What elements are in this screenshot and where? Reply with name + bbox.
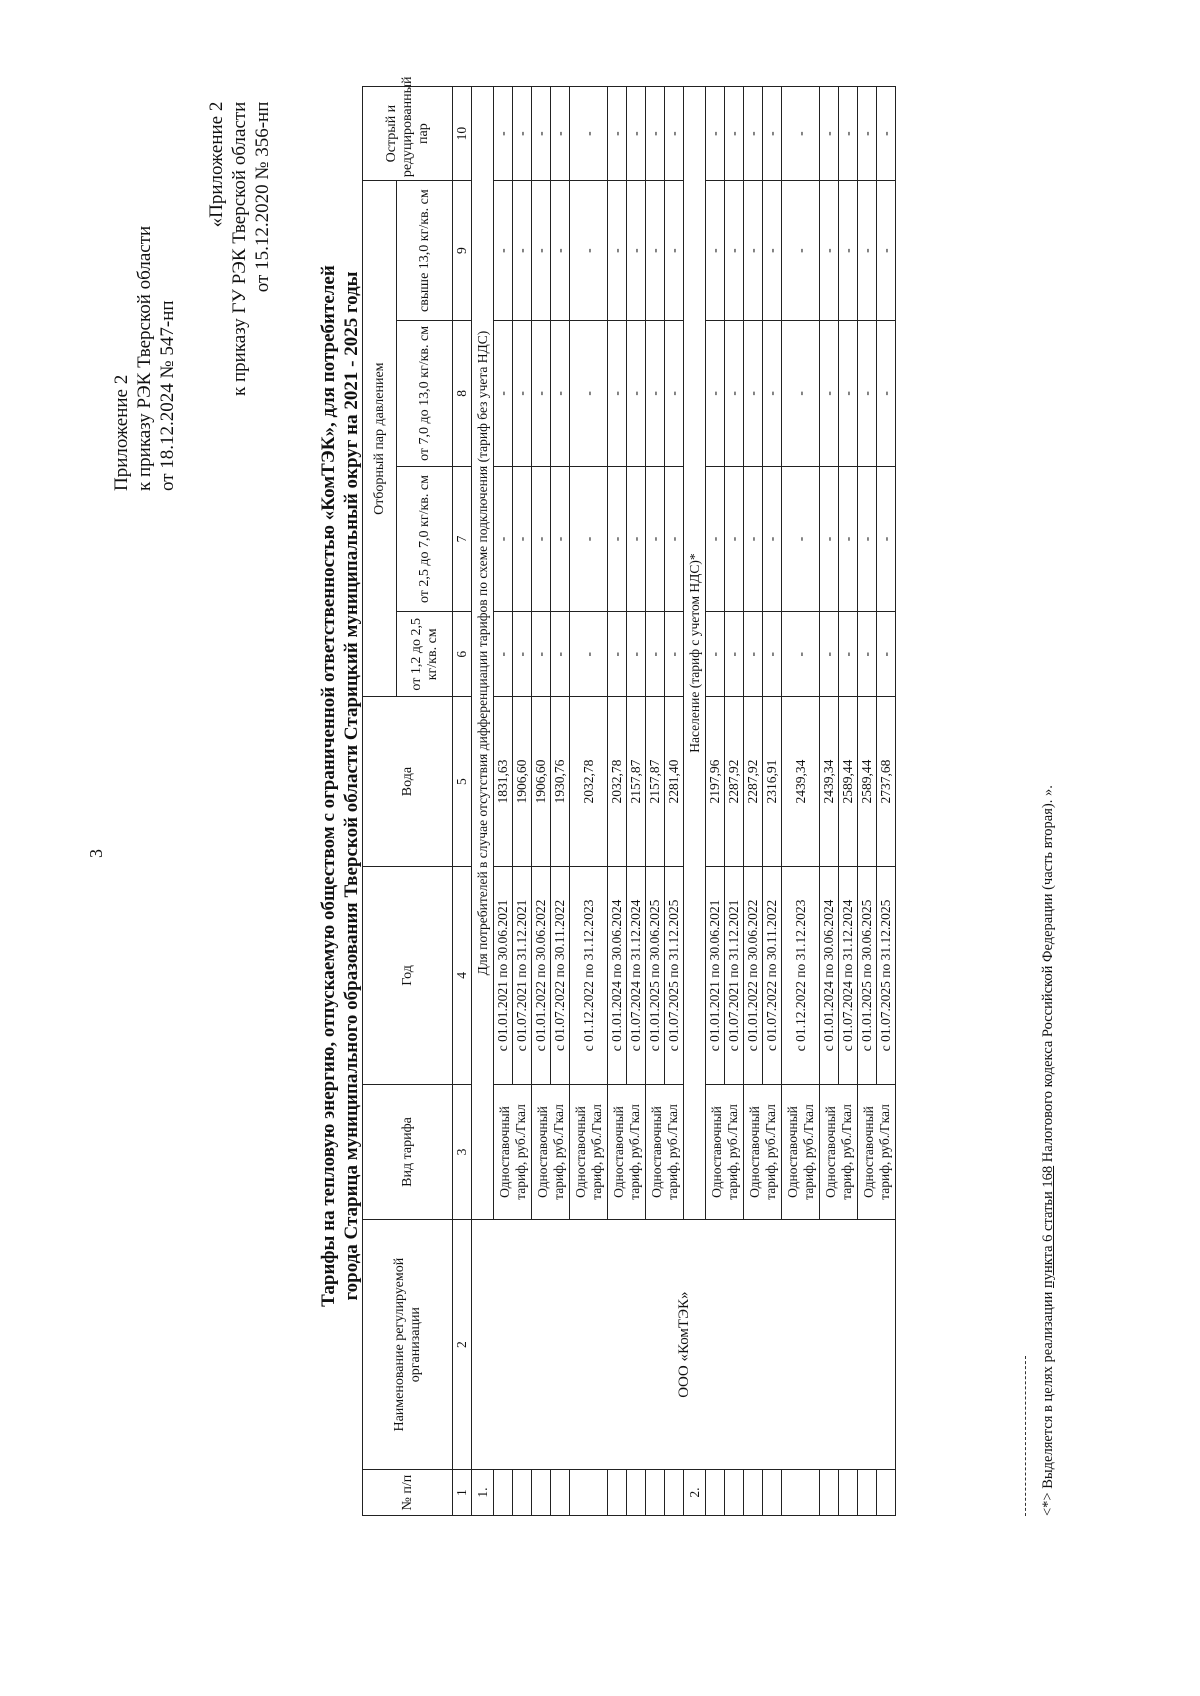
empty-value-cell: - [725,612,744,697]
empty-value-cell: - [513,87,532,181]
water-tariff-cell: 2281,40 [665,697,684,867]
empty-value-cell: - [646,466,665,612]
empty-value-cell: - [665,612,684,697]
column-index: 5 [453,697,472,867]
organization-name: ООО «КомТЭК» [472,1220,896,1470]
empty-value-cell: - [665,321,684,467]
water-tariff-cell: 2157,87 [646,697,665,867]
footnote-text-2: Налогового кодекса Российской Федерации (часть вторая). ». [1040,785,1056,1166]
column-index: 3 [453,1084,472,1219]
empty-value-cell: - [744,612,763,697]
period-cell: с 01.01.2024 по 30.06.2024 [608,866,627,1084]
row-num-cell [820,1470,839,1516]
empty-value-cell: - [744,321,763,467]
water-tariff-cell: 2032,78 [570,697,608,867]
footnote [1040,785,1057,1516]
tariff-type-cell: Одноставочный тариф, руб./Гкал [858,1084,896,1219]
empty-value-cell: - [839,87,858,181]
header-steam-group: Отборный пар давлением [363,181,397,697]
period-cell: с 01.07.2022 по 30.11.2022 [763,866,782,1084]
tariff-type-cell: Одноставочный тариф, руб./Гкал [706,1084,744,1219]
appendix-line-2: к приказу РЭК Тверской области [134,225,155,491]
period-cell: с 01.07.2024 по 31.12.2024 [627,866,646,1084]
column-index: 6 [453,612,472,697]
empty-value-cell: - [570,466,608,612]
empty-value-cell: - [551,466,570,612]
empty-value-cell: - [494,181,513,321]
appendix-line-1: Приложение 2 [111,374,132,491]
empty-value-cell: - [551,321,570,467]
title-line-2: города Старица муниципального образования Тверской области Старицкий муниципальный округ на 2021 - 2025 годы [341,271,362,1301]
row-num-cell [494,1470,513,1516]
water-tariff-cell: 2439,34 [782,697,820,867]
row-num-cell [513,1470,532,1516]
tariff-type-cell: Одноставочный тариф, руб./Гкал [820,1084,858,1219]
row-num-cell [858,1470,877,1516]
old-appendix-line-3: от 15.12.2020 № 356-нп [252,101,273,293]
empty-value-cell: - [551,181,570,321]
water-tariff-cell: 1906,60 [532,697,551,867]
row-num-cell [627,1470,646,1516]
water-tariff-cell: 1906,60 [513,697,532,867]
appendix-header [110,226,179,491]
empty-value-cell: - [513,321,532,467]
empty-value-cell: - [646,87,665,181]
header-pressure-1: от 1,2 до 2,5 кг/кв. см [397,612,453,697]
section-label: Для потребителей в случае отсутствия дифференциации тарифов по схеме подключения (тариф без учета НДС) [472,87,494,1220]
empty-value-cell: - [763,87,782,181]
empty-value-cell: - [744,181,763,321]
empty-value-cell: - [820,87,839,181]
empty-value-cell: - [494,466,513,612]
header-pressure-3: от 7,0 до 13,0 кг/кв. см [397,321,453,467]
empty-value-cell: - [820,181,839,321]
empty-value-cell: - [744,466,763,612]
tariff-table [362,76,896,1516]
empty-value-cell: - [551,87,570,181]
header-water: Вода [363,697,453,867]
empty-value-cell: - [551,612,570,697]
section-header-row [472,87,494,1516]
empty-value-cell: - [532,321,551,467]
row-num-cell [763,1470,782,1516]
water-tariff-cell: 2316,91 [763,697,782,867]
empty-value-cell: - [725,181,744,321]
empty-value-cell: - [839,466,858,612]
tariff-type-cell: Одноставочный тариф, руб./Гкал [494,1084,532,1219]
period-cell: с 01.01.2021 по 30.06.2021 [706,866,725,1084]
empty-value-cell: - [820,612,839,697]
row-num-cell [570,1470,608,1516]
header-sharp-steam: Острый и редуцированный пар [363,87,453,181]
empty-value-cell: - [494,612,513,697]
empty-value-cell: - [608,612,627,697]
empty-value-cell: - [627,181,646,321]
row-num-cell [744,1470,763,1516]
tariff-type-cell: Одноставочный тариф, руб./Гкал [744,1084,782,1219]
water-tariff-cell: 2589,44 [858,697,877,867]
empty-value-cell: - [820,466,839,612]
empty-value-cell: - [782,466,820,612]
empty-value-cell: - [763,321,782,467]
row-num-cell [877,1470,896,1516]
tariff-type-cell: Одноставочный тариф, руб./Гкал [646,1084,684,1219]
section-number: 1. [472,1470,494,1516]
empty-value-cell: - [782,321,820,467]
document-title [317,106,363,1466]
empty-value-cell: - [646,612,665,697]
empty-value-cell: - [627,321,646,467]
column-index-row [453,87,472,1516]
empty-value-cell: - [646,321,665,467]
empty-value-cell: - [706,87,725,181]
period-cell: с 01.07.2022 по 30.11.2022 [551,866,570,1084]
period-cell: с 01.07.2025 по 31.12.2025 [665,866,684,1084]
period-cell: с 01.07.2025 по 31.12.2025 [877,866,896,1084]
section-label: Население (тариф с учетом НДС)* [684,87,706,1220]
column-index: 9 [453,181,472,321]
empty-value-cell: - [725,87,744,181]
empty-value-cell: - [877,321,896,467]
header-tariff-type: Вид тарифа [363,1084,453,1219]
empty-value-cell: - [706,181,725,321]
empty-value-cell: - [725,466,744,612]
period-cell: с 01.07.2021 по 31.12.2021 [513,866,532,1084]
header-year: Год [363,866,453,1084]
empty-value-cell: - [839,181,858,321]
header-pressure-4: свыше 13,0 кг/кв. см [397,181,453,321]
empty-value-cell: - [858,466,877,612]
tariff-type-cell: Одноставочный тариф, руб./Гкал [532,1084,570,1219]
empty-value-cell: - [494,87,513,181]
tariff-type-cell: Одноставочный тариф, руб./Гкал [608,1084,646,1219]
row-num-cell [839,1470,858,1516]
empty-value-cell: - [513,612,532,697]
column-index: 8 [453,321,472,467]
empty-value-cell: - [608,321,627,467]
tariff-type-cell: Одноставочный тариф, руб./Гкал [782,1084,820,1219]
empty-value-cell: - [858,612,877,697]
empty-value-cell: - [782,181,820,321]
empty-value-cell: - [706,466,725,612]
empty-value-cell: - [608,466,627,612]
section-number: 2. [684,1470,706,1516]
water-tariff-cell: 2157,87 [627,697,646,867]
footnote-text-1: <*> Выделяется в целях реализации [1040,1288,1056,1516]
period-cell: с 01.01.2025 по 30.06.2025 [646,866,665,1084]
empty-value-cell: - [646,181,665,321]
footnote-link[interactable]: пункта 6 статьи 168 [1040,1165,1056,1289]
column-index: 10 [453,87,472,181]
empty-value-cell: - [820,321,839,467]
empty-value-cell: - [627,466,646,612]
header-num: № п/п [363,1470,453,1516]
page-number: 3 [86,849,106,858]
period-cell: с 01.07.2021 по 31.12.2021 [725,866,744,1084]
empty-value-cell: - [839,612,858,697]
period-cell: с 01.01.2024 по 30.06.2024 [820,866,839,1084]
water-tariff-cell: 1930,76 [551,697,570,867]
empty-value-cell: - [763,181,782,321]
period-cell: с 01.12.2022 по 31.12.2023 [782,866,820,1084]
column-index: 2 [453,1220,472,1470]
empty-value-cell: - [665,87,684,181]
empty-value-cell: - [570,321,608,467]
title-line-1: Тарифы на тепловую энергию, отпускаемую обществом с ограниченной ответственностью «КомТЭК», для потребителей [318,265,339,1307]
empty-value-cell: - [877,181,896,321]
empty-value-cell: - [513,181,532,321]
empty-value-cell: - [782,612,820,697]
empty-value-cell: - [706,321,725,467]
row-num-cell [665,1470,684,1516]
empty-value-cell: - [877,466,896,612]
appendix-line-3: от 18.12.2024 № 547-нп [157,300,178,491]
empty-value-cell: - [532,87,551,181]
empty-value-cell: - [763,612,782,697]
row-num-cell [608,1470,627,1516]
water-tariff-cell: 1831,63 [494,697,513,867]
empty-value-cell: - [877,87,896,181]
period-cell: с 01.01.2022 по 30.06.2022 [744,866,763,1084]
header-organization: Наименование регулируемой организации [363,1220,453,1470]
row-num-cell [646,1470,665,1516]
empty-value-cell: - [706,612,725,697]
empty-value-cell: - [782,87,820,181]
empty-value-cell: - [570,87,608,181]
period-cell: с 01.01.2022 по 30.06.2022 [532,866,551,1084]
empty-value-cell: - [570,612,608,697]
empty-value-cell: - [858,321,877,467]
row-num-cell [706,1470,725,1516]
empty-value-cell: - [877,612,896,697]
empty-value-cell: - [627,87,646,181]
empty-value-cell: - [608,87,627,181]
empty-value-cell: - [744,87,763,181]
water-tariff-cell: 2197,96 [706,697,725,867]
empty-value-cell: - [608,181,627,321]
row-num-cell [725,1470,744,1516]
column-index: 1 [453,1470,472,1516]
period-cell: с 01.07.2024 по 31.12.2024 [839,866,858,1084]
empty-value-cell: - [494,321,513,467]
header-pressure-2: от 2,5 до 7,0 кг/кв. см [397,466,453,612]
period-cell: с 01.12.2022 по 31.12.2023 [570,866,608,1084]
old-appendix-line-1: «Приложение 2 [206,101,227,228]
empty-value-cell: - [839,321,858,467]
tariff-type-cell: Одноставочный тариф, руб./Гкал [570,1084,608,1219]
water-tariff-cell: 2439,34 [820,697,839,867]
row-num-cell [782,1470,820,1516]
previous-appendix-header [205,102,274,396]
empty-value-cell: - [570,181,608,321]
period-cell: с 01.01.2025 по 30.06.2025 [858,866,877,1084]
empty-value-cell: - [532,181,551,321]
empty-value-cell: - [513,466,532,612]
old-appendix-line-2: к приказу ГУ РЭК Тверской области [229,101,250,396]
empty-value-cell: - [763,466,782,612]
empty-value-cell: - [665,466,684,612]
water-tariff-cell: 2032,78 [608,697,627,867]
water-tariff-cell: 2287,92 [725,697,744,867]
empty-value-cell: - [725,321,744,467]
empty-value-cell: - [532,466,551,612]
empty-value-cell: - [665,181,684,321]
water-tariff-cell: 2737,68 [877,697,896,867]
footnote-separator [1025,1356,1026,1516]
row-num-cell [532,1470,551,1516]
period-cell: с 01.01.2021 по 30.06.2021 [494,866,513,1084]
column-index: 7 [453,466,472,612]
empty-value-cell: - [532,612,551,697]
row-num-cell [551,1470,570,1516]
column-index: 4 [453,866,472,1084]
empty-value-cell: - [627,612,646,697]
water-tariff-cell: 2589,44 [839,697,858,867]
water-tariff-cell: 2287,92 [744,697,763,867]
empty-value-cell: - [858,87,877,181]
empty-value-cell: - [858,181,877,321]
